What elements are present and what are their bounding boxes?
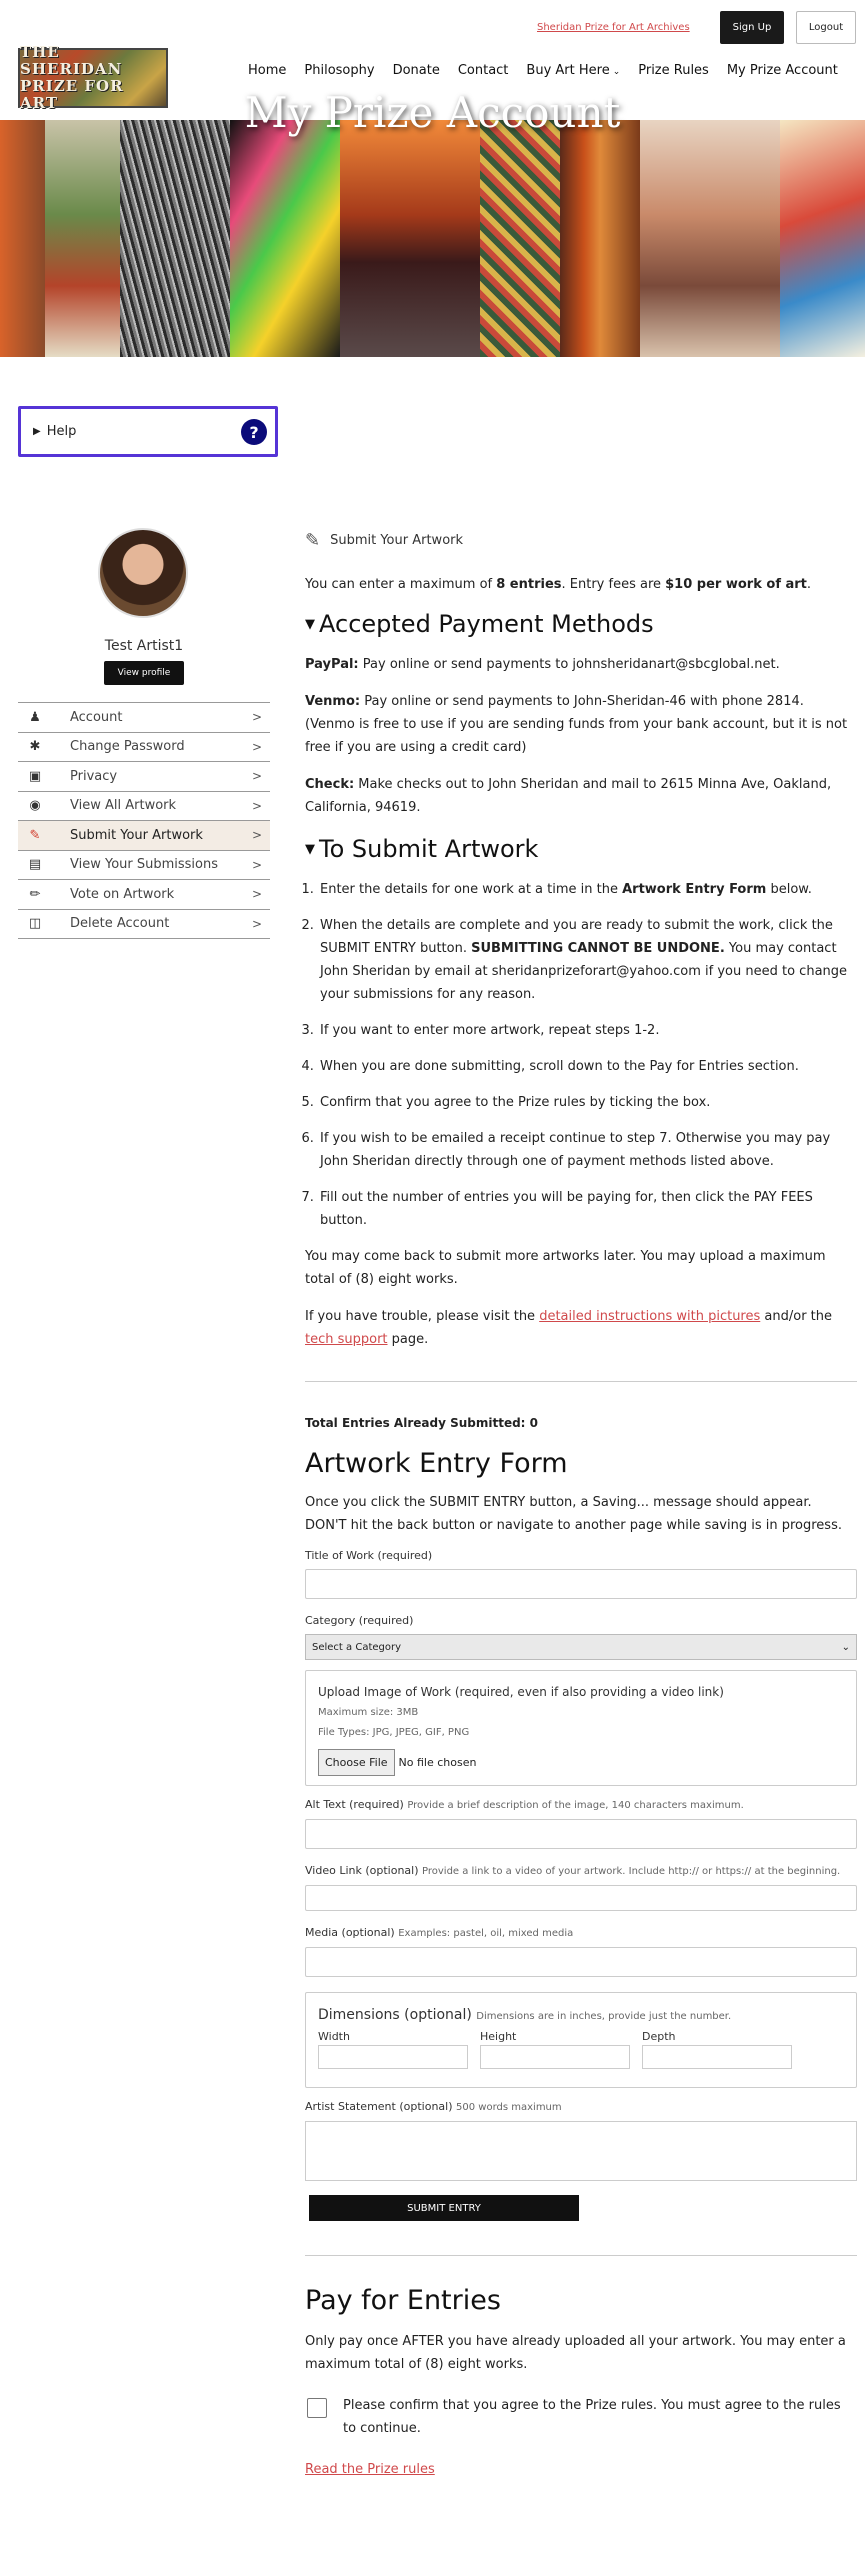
video-link-input[interactable] xyxy=(305,1885,857,1911)
depth-input[interactable] xyxy=(642,2045,792,2069)
pencil-icon: ✏ xyxy=(29,886,41,902)
lock-icon: ▣ xyxy=(28,768,42,784)
list-item xyxy=(318,878,857,901)
trouble-text: If you have trouble, please visit the xyxy=(305,1309,540,1324)
eye-icon: ◉ xyxy=(29,798,41,814)
intro-text: . Entry fees are xyxy=(561,577,666,592)
chevron-right-icon: > xyxy=(251,710,262,725)
height-label: Height xyxy=(480,2030,517,2043)
list-item xyxy=(318,914,857,1006)
category-label: Category (required) xyxy=(305,1614,414,1627)
archives-link[interactable]: Sheridan Prize for Art Archives xyxy=(537,22,690,33)
pay-note: Only pay once AFTER you have already uploaded all your artwork. You may enter a maximum total of (8) eight works. xyxy=(305,2334,846,2372)
agree-rules-checkbox[interactable] xyxy=(307,2398,327,2418)
brush-icon: ✎ xyxy=(305,529,321,551)
list-item: 4. When you are done submitting, scroll down to the Pay for Entries section. xyxy=(318,1055,857,1078)
trouble-text: and/or the xyxy=(760,1309,833,1324)
paypal-text: Pay online or send payments to johnsheridanart@sbcglobal.net. xyxy=(358,657,780,672)
section-title: Submit Your Artwork xyxy=(330,532,464,548)
venmo-text: Pay online or send payments to John-Sheridan-46 with phone 2814. (Venmo is free to use if you are sending funds from your bank account, but it is not free if you are using a credit card) xyxy=(305,694,848,755)
list-item: 5. Confirm that you agree to the Prize rules by ticking the box. xyxy=(318,1091,857,1114)
hero-banner xyxy=(0,120,865,357)
page-title: My Prize Account xyxy=(244,88,621,137)
category-value: Select a Category xyxy=(312,1641,402,1653)
entry-intro xyxy=(305,573,857,596)
signup-button[interactable]: Sign Up xyxy=(720,11,784,44)
sidebar-item-label: Change Password xyxy=(70,739,185,755)
trouble-text: page. xyxy=(387,1332,429,1347)
rules-confirm-row xyxy=(305,2394,857,2440)
triangle-right-icon: ▶ xyxy=(33,426,41,437)
dimensions-fields xyxy=(318,2029,844,2069)
payment-methods-toggle[interactable] xyxy=(305,608,857,641)
sidebar-item-label: View Your Submissions xyxy=(70,857,219,873)
help-question-icon[interactable]: ? xyxy=(241,419,267,445)
chevron-right-icon: > xyxy=(251,739,262,754)
list-item: 3. If you want to enter more artwork, repeat steps 1-2. xyxy=(318,1019,857,1042)
alt-text-input[interactable] xyxy=(305,1819,857,1849)
sidebar-item-delete-account[interactable] xyxy=(18,910,270,940)
step-text: You may contact John Sheridan by email at sheridanprizeforart@yahoo.com if you need to change your submissions for any reason. xyxy=(320,941,848,1002)
chevron-down-icon: ⌄ xyxy=(612,67,621,77)
intro-text: You can enter a maximum of xyxy=(305,577,497,592)
sidebar-item-vote[interactable] xyxy=(18,880,270,910)
main-nav xyxy=(248,63,838,78)
video-link-label xyxy=(305,1864,857,1879)
chevron-right-icon: > xyxy=(251,857,262,872)
sidebar-item-label: Account xyxy=(70,709,123,725)
upload-section xyxy=(305,1670,857,1786)
media-hint: Examples: pastel, oil, mixed media xyxy=(398,1928,574,1939)
width-label: Width xyxy=(318,2030,350,2043)
pay-heading: Pay for Entries xyxy=(305,2285,501,2316)
statement-hint: 500 words maximum xyxy=(456,2102,562,2113)
list-item: 6. If you wish to be emailed a receipt continue to step 7. Otherwise you may pay John Sheridan directly through one of payment methods listed above. xyxy=(318,1127,857,1173)
help-label: Help xyxy=(46,424,77,439)
instructions-link[interactable]: detailed instructions with pictures xyxy=(539,1309,761,1324)
dimensions-section xyxy=(305,1992,857,2088)
chevron-right-icon: > xyxy=(251,769,262,784)
come-back-note: You may come back to submit more artworks later. You may upload a maximum total of (8) eight works. xyxy=(305,1249,826,1287)
nav-prize-rules[interactable]: Prize Rules xyxy=(638,63,709,78)
triangle-down-icon: ▼ xyxy=(305,617,315,632)
nav-contact[interactable]: Contact xyxy=(457,63,509,78)
step-text: Enter the details for one work at a time in the xyxy=(320,882,623,897)
check-info xyxy=(305,773,857,819)
main-content xyxy=(305,525,857,2481)
trouble-note xyxy=(305,1305,857,1351)
nav-philosophy[interactable]: Philosophy xyxy=(304,63,375,78)
media-label xyxy=(305,1926,857,1941)
sidebar-item-view-submissions[interactable] xyxy=(18,851,270,881)
list-item: 7. Fill out the number of entries you will be paying for, then click the PAY FEES button. xyxy=(318,1186,857,1232)
saving-note: Once you click the SUBMIT ENTRY button, a Saving... message should appear. DON'T hit the back button or navigate to another page while saving is in progress. xyxy=(305,1495,842,1533)
step-text: When the details are complete and you are ready to submit the work, click the SUBMIT ENTRY button. xyxy=(320,918,833,956)
section-header xyxy=(305,525,857,555)
logo-line-1: THE SHERIDAN xyxy=(20,43,123,78)
dims-label-text: Dimensions (optional) xyxy=(318,2007,472,2023)
help-toggle[interactable] xyxy=(18,406,278,457)
tech-support-link[interactable]: tech support xyxy=(305,1332,388,1347)
media-label-text: Media (optional) xyxy=(305,1926,395,1939)
file-status: No file chosen xyxy=(398,1756,477,1769)
sidebar-item-label: View All Artwork xyxy=(70,798,177,814)
asterisk-icon: ✱ xyxy=(29,739,41,755)
height-input[interactable] xyxy=(480,2045,630,2069)
sidebar-item-label: Privacy xyxy=(70,768,118,784)
title-label: Title of Work (required) xyxy=(305,1549,433,1562)
account-menu xyxy=(18,702,270,939)
nav-my-prize-account[interactable]: My Prize Account xyxy=(726,63,838,78)
nav-donate[interactable]: Donate xyxy=(392,63,440,78)
width-field xyxy=(318,2029,468,2069)
sidebar-item-submit-artwork[interactable] xyxy=(18,821,270,851)
alt-label-text: Alt Text (required) xyxy=(305,1798,404,1811)
upload-title: Upload Image of Work (required, even if also providing a video link) xyxy=(318,1685,724,1699)
chevron-down-icon: ⌄ xyxy=(841,1641,850,1653)
step-bold: SUBMITTING CANNOT BE UNDONE. xyxy=(471,941,725,956)
paypal-label: PayPal: xyxy=(305,657,359,672)
artist-statement-input[interactable] xyxy=(305,2121,857,2181)
upload-max-size: Maximum size: 3MB xyxy=(318,1707,419,1718)
submit-steps xyxy=(305,878,857,1232)
chevron-right-icon: > xyxy=(251,887,262,902)
alt-hint: Provide a brief description of the image, 140 characters maximum. xyxy=(407,1800,744,1811)
rules-confirm-text: Please confirm that you agree to the Prize rules. You must agree to the rules to continue. xyxy=(343,2398,841,2436)
triangle-down-icon: ▼ xyxy=(305,842,315,857)
submit-artwork-heading: To Submit Artwork xyxy=(319,835,539,863)
check-text: Make checks out to John Sheridan and mail to 2615 Minna Ave, Oakland, California, 94619. xyxy=(305,777,832,815)
dimensions-label xyxy=(318,2005,844,2027)
logout-button[interactable]: Logout xyxy=(796,11,856,44)
sidebar-item-change-password[interactable] xyxy=(18,733,270,763)
sidebar-item-label: Vote on Artwork xyxy=(70,886,175,902)
payment-methods-heading: Accepted Payment Methods xyxy=(319,610,654,638)
alt-text-label xyxy=(305,1798,857,1813)
nav-home[interactable]: Home xyxy=(248,63,287,78)
logo-line-2: PRIZE FOR ART xyxy=(20,77,124,112)
category-select[interactable] xyxy=(305,1634,857,1660)
read-rules-link[interactable]: Read the Prize rules xyxy=(305,2462,435,2477)
intro-fee: $10 per work of art xyxy=(665,577,807,592)
chevron-right-icon: > xyxy=(251,798,262,813)
statement-label-text: Artist Statement (optional) xyxy=(305,2100,453,2113)
venmo-label: Venmo: xyxy=(305,694,361,709)
sidebar-item-label: Delete Account xyxy=(70,916,170,932)
step-text: below. xyxy=(766,882,812,897)
artist-name: Test Artist1 xyxy=(104,638,184,654)
width-input[interactable] xyxy=(318,2045,468,2069)
nav-buy-art[interactable] xyxy=(526,63,620,78)
image-icon: ▤ xyxy=(28,857,42,873)
user-icon: ♟ xyxy=(29,709,41,725)
sidebar-item-privacy[interactable] xyxy=(18,762,270,792)
depth-label: Depth xyxy=(642,2030,676,2043)
chevron-right-icon: > xyxy=(251,828,262,843)
title-input[interactable] xyxy=(305,1569,857,1599)
sidebar-item-label: Submit Your Artwork xyxy=(70,827,203,843)
media-input[interactable] xyxy=(305,1947,857,1977)
video-label-text: Video Link (optional) xyxy=(305,1864,419,1877)
trash-icon: ◫ xyxy=(28,916,42,932)
total-entries: Total Entries Already Submitted: 0 xyxy=(305,1416,538,1430)
sidebar-item-account[interactable] xyxy=(18,703,270,733)
venmo-info xyxy=(305,690,857,759)
nav-buy-art-label: Buy Art Here xyxy=(526,63,610,78)
brush-icon: ✎ xyxy=(29,827,41,843)
divider xyxy=(305,1381,857,1382)
video-hint: Provide a link to a video of your artwork. Include http:// or https:// at the beginning. xyxy=(422,1866,841,1877)
intro-text: . xyxy=(806,577,812,592)
submit-artwork-toggle[interactable] xyxy=(305,833,857,866)
intro-max-entries: 8 entries xyxy=(496,577,562,592)
choose-file-button[interactable]: Choose File xyxy=(318,1749,395,1776)
height-field xyxy=(480,2029,630,2069)
paypal-info xyxy=(305,653,857,676)
divider xyxy=(305,2255,857,2256)
check-label: Check: xyxy=(305,777,355,792)
entry-form-heading: Artwork Entry Form xyxy=(305,1448,568,1479)
avatar xyxy=(98,528,188,618)
upload-file-types: File Types: JPG, JPEG, GIF, PNG xyxy=(318,1727,470,1738)
depth-field xyxy=(642,2029,792,2069)
view-profile-button[interactable]: View profile xyxy=(104,661,184,685)
chevron-right-icon: > xyxy=(251,916,262,931)
artist-statement-label xyxy=(305,2100,857,2115)
submit-entry-button[interactable]: SUBMIT ENTRY xyxy=(309,2195,579,2221)
file-picker xyxy=(318,1749,844,1776)
sidebar-item-view-all-artwork[interactable] xyxy=(18,792,270,822)
dims-hint: Dimensions are in inches, provide just the number. xyxy=(476,2011,732,2022)
step-bold: Artwork Entry Form xyxy=(622,882,767,897)
